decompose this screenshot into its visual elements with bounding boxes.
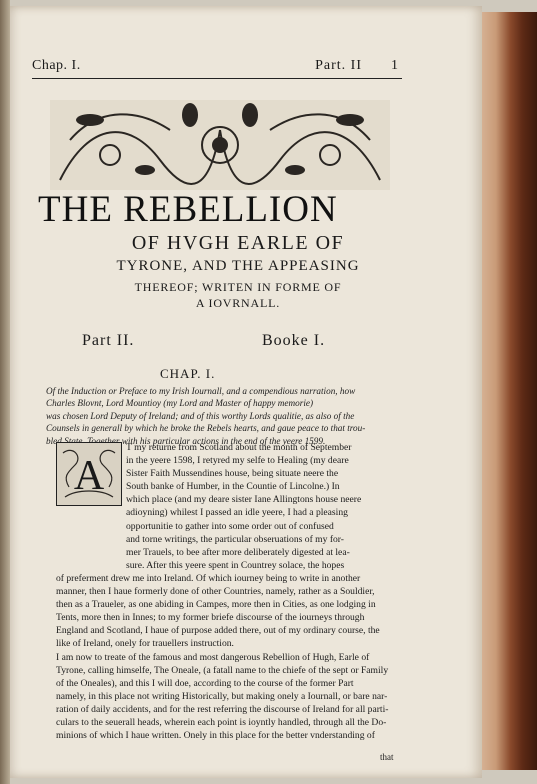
chapter-summary — [46, 385, 400, 447]
body-line: Tents, more then in Innes; to my former briefe discourse of the iourneys through — [56, 612, 365, 624]
book-fore-edge — [478, 12, 537, 770]
body-line: opportunitie to gather into some order out of confused — [126, 520, 334, 532]
summary-line: Counsels in generall by which he broke the Rebels hearts, and gaue peace to that trou- — [46, 423, 366, 434]
catchword: that — [380, 752, 394, 762]
running-head-chapter: Chap. I. — [32, 58, 81, 73]
body-line: namely, in this place not writing Historically, but making onely a Iournall, or bare nar- — [56, 690, 388, 702]
summary-line: was chosen Lord Deputy of Ireland; and of this worthy Lords qualitie, as also of the — [46, 410, 355, 421]
body-line: and torne writings, the particular obseruations of my for- — [126, 533, 345, 545]
title-line-2: OF HVGH EARLE OF — [131, 232, 345, 254]
title-main: THE REBELLION — [38, 189, 338, 230]
body-line: which place (and my deare sister Iane Allingtons house neere — [126, 494, 362, 506]
chapter-heading: CHAP. I. — [160, 366, 216, 381]
body-line: ration of daily accidents, and for the rest referring the discourse of Ireland for all parti- — [56, 703, 389, 715]
body-line: South banke of Humber, in the Countie of Lincolne.) In — [126, 481, 340, 493]
body-line: T my returne from Scotland about the month of September — [126, 442, 352, 453]
body-line: then as a Traueler, as one abiding in Campes, more then in Cities, as one lodging in — [56, 599, 376, 611]
running-head — [32, 56, 402, 79]
ornamental-initial-icon — [56, 442, 122, 506]
running-head-part: Part. II — [315, 58, 362, 73]
body-line: sure. After this yeere spent in Countrey solace, the hopes — [126, 559, 345, 571]
summary-line: bled State. Together with his particular actions in the end of the yeere 1599. — [46, 435, 326, 446]
body-text-full-width — [56, 572, 400, 742]
body-line: of the Oneales), and this I will doe, according to the course of the former Part — [56, 677, 354, 689]
part-label: Part II. — [82, 332, 135, 349]
initial-letter: A — [73, 453, 105, 499]
title-line-3: TYRONE, AND THE APPEASING — [116, 258, 360, 274]
summary-line: Charles Blovnt, Lord Mountioy (my Lord and Master of happy memorie) — [46, 398, 314, 409]
body-line: mer Trauels, to bee after more deliberately digested at lea- — [126, 546, 350, 558]
body-line: like of Ireland, onely for trauellers instruction. — [56, 638, 234, 650]
body-text-beside-initial — [126, 441, 400, 572]
book-left-edge — [0, 0, 10, 784]
body-line: minions of which I haue written. Onely in this place for the better vnderstanding of — [56, 730, 375, 742]
title-line-4: THEREOF; WRITEN IN FORME OF — [134, 280, 342, 294]
page-number: 1 — [391, 58, 398, 73]
body-line: I am now to treate of the famous and most dangerous Rebellion of Hugh, Earle of — [56, 651, 370, 663]
body-line: of preferment drew me into Ireland. Of which iourney being to write in another — [56, 573, 361, 584]
body-line: Tyrone, calling himselfe, The Oneale, (a fatall name to the chiefe of the sept or Family — [56, 664, 389, 676]
body-line: adioyning) whilest I passed an idle yeere, I had a pleasing — [126, 507, 348, 519]
floral-headpiece-ornament-icon — [50, 100, 390, 190]
book-label: Booke I. — [262, 332, 326, 349]
body-line: Sister Faith Mussendines house, being situate neere the — [126, 468, 339, 480]
title-line-5: A IOVRNALL. — [195, 296, 281, 310]
body-line: England and Scotland, I haue of purpose added there, out of my ordinary course, the — [56, 625, 380, 637]
body-line: in the yeere 1598, I retyred my selfe to Healing (my deare — [126, 455, 349, 467]
body-line: culars to the seuerall heads, wherein each point is ioyntly handled, through all the Do- — [56, 717, 387, 729]
summary-line: Of the Induction or Preface to my Irish Iournall, and a compendious narration, how — [46, 386, 356, 396]
body-line: manner, then I haue formerly done of other Countries, namely, rather as a Souldier, — [56, 586, 375, 598]
